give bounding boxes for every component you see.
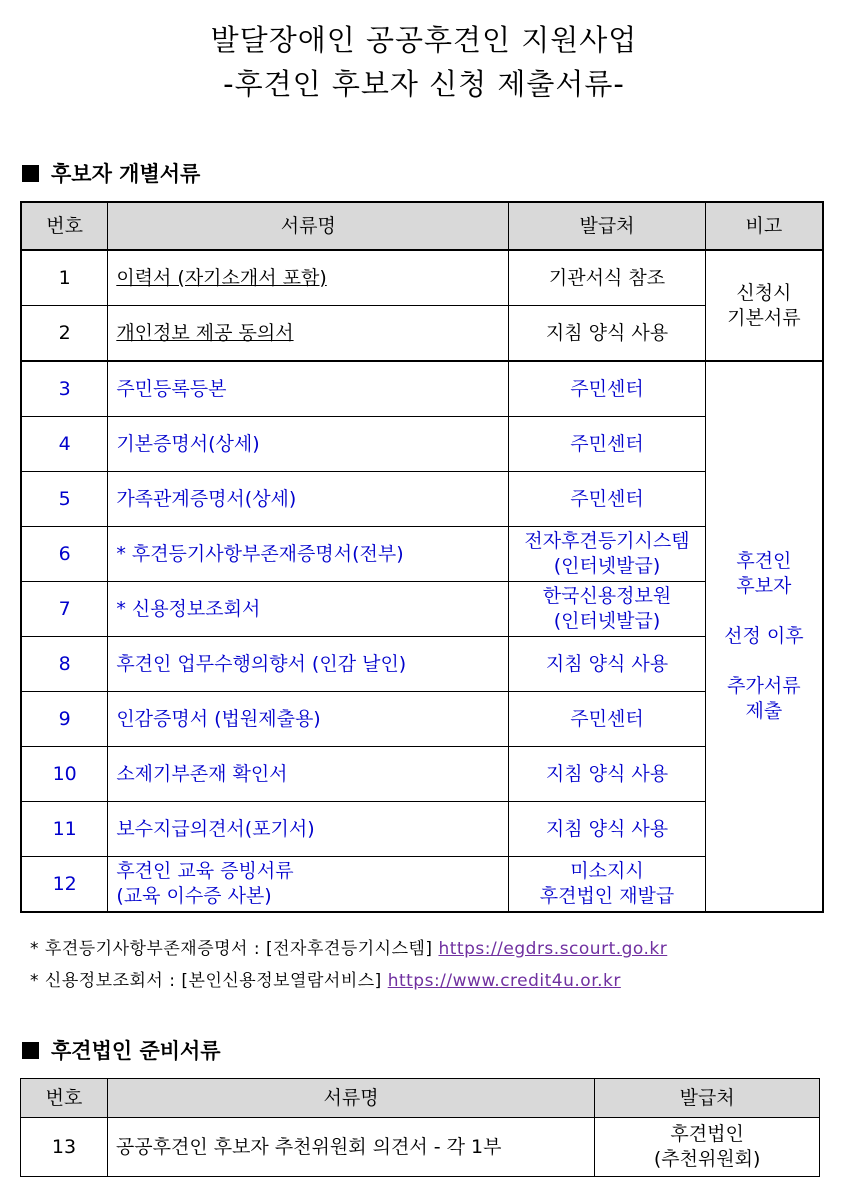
section-heading-individual: 후보자 개별서류 [22, 158, 200, 188]
table-row [21, 692, 823, 747]
corporate-documents-table [20, 1078, 820, 1177]
table-row [21, 306, 823, 362]
row-doc-name: 가족관계증명서(상세) [108, 472, 509, 527]
row-no: 3 [21, 361, 108, 417]
row-doc-name: 후견인 교육 증빙서류 (교육 이수증 사본) [108, 857, 509, 913]
row-no: 8 [21, 637, 108, 692]
row-issuer: 주민센터 [509, 361, 706, 417]
table-header-row [21, 202, 823, 250]
row-issuer: 한국신용정보원 (인터넷발급) [509, 582, 706, 637]
egdrs-link[interactable]: https://egdrs.scourt.go.kr [438, 939, 668, 959]
table-row [21, 747, 823, 802]
row-no: 10 [21, 747, 108, 802]
row-no: 7 [21, 582, 108, 637]
row-issuer: 지침 양식 사용 [509, 637, 706, 692]
row-no: 12 [21, 857, 108, 913]
remark-basic: 신청시 기본서류 [705, 250, 823, 361]
row-doc-name: 소제기부존재 확인서 [108, 747, 509, 802]
header-issuer: 발급처 [595, 1079, 820, 1118]
row-doc-name: 보수지급의견서(포기서) [108, 802, 509, 857]
row-issuer: 후견법인 (추천위원회) [595, 1118, 820, 1177]
row-issuer: 주민센터 [509, 417, 706, 472]
square-bullet-icon [22, 165, 39, 182]
row-no: 13 [21, 1118, 108, 1177]
document-title-line1: 발달장애인 공공후견인 지원사업 [210, 23, 638, 57]
row-issuer: 전자후견등기시스템 (인터넷발급) [509, 527, 706, 582]
header-issuer: 발급처 [509, 202, 706, 250]
table-row [21, 857, 823, 913]
header-doc-name: 서류명 [107, 1079, 594, 1118]
credit4u-link[interactable]: https://www.credit4u.or.kr [387, 971, 621, 991]
row-no: 2 [21, 306, 108, 362]
row-doc-name: 인감증명서 (법원제출용) [108, 692, 509, 747]
row-issuer: 주민센터 [509, 472, 706, 527]
table-row [21, 472, 823, 527]
section-heading-corporate: 후견법인 준비서류 [22, 1035, 221, 1065]
table-row [21, 802, 823, 857]
table-row [21, 361, 823, 417]
table-row [21, 417, 823, 472]
row-no: 5 [21, 472, 108, 527]
row-doc-name: 기본증명서(상세) [108, 417, 509, 472]
row-doc-name: * 후견등기사항부존재증명서(전부) [108, 527, 509, 582]
footnote-guardianship-registry: * 후견등기사항부존재증명서 : [전자후견등기시스템] https://egdrs.scourt.go.kr [30, 939, 668, 959]
row-no: 9 [21, 692, 108, 747]
table-row [21, 582, 823, 637]
table-row [21, 250, 823, 306]
row-no: 6 [21, 527, 108, 582]
row-issuer: 기관서식 참조 [509, 250, 706, 306]
header-no: 번호 [21, 1079, 108, 1118]
row-doc-name: 주민등록등본 [108, 361, 509, 417]
row-no: 4 [21, 417, 108, 472]
table-header-row [21, 1079, 820, 1118]
row-no: 1 [21, 250, 108, 306]
row-issuer: 주민센터 [509, 692, 706, 747]
document-title-line2: -후견인 후보자 신청 제출서류- [223, 67, 625, 101]
row-no: 11 [21, 802, 108, 857]
table-row [21, 1118, 820, 1177]
row-issuer: 지침 양식 사용 [509, 747, 706, 802]
remark-extra: 후견인 후보자 선정 이후 추가서류 제출 [705, 361, 823, 912]
header-no: 번호 [21, 202, 108, 250]
doc-name-link[interactable]: 이력서 (자기소개서 포함) [116, 266, 327, 289]
row-issuer: 미소지시 후견법인 재발급 [509, 857, 706, 913]
square-bullet-icon [22, 1042, 39, 1059]
footnote-credit-report: * 신용정보조회서 : [본인신용정보열람서비스] https://www.credit4u.or.kr [30, 971, 621, 991]
table-row [21, 637, 823, 692]
header-remark: 비고 [705, 202, 823, 250]
row-doc-name: 후견인 업무수행의향서 (인감 날인) [108, 637, 509, 692]
table-row [21, 527, 823, 582]
individual-documents-table [20, 201, 824, 913]
row-doc-name: * 신용정보조회서 [108, 582, 509, 637]
doc-name-link[interactable]: 개인정보 제공 동의서 [116, 321, 294, 344]
row-issuer: 지침 양식 사용 [509, 802, 706, 857]
row-issuer: 지침 양식 사용 [509, 306, 706, 362]
row-doc-name: 공공후견인 후보자 추천위원회 의견서 - 각 1부 [107, 1118, 594, 1177]
header-doc-name: 서류명 [108, 202, 509, 250]
